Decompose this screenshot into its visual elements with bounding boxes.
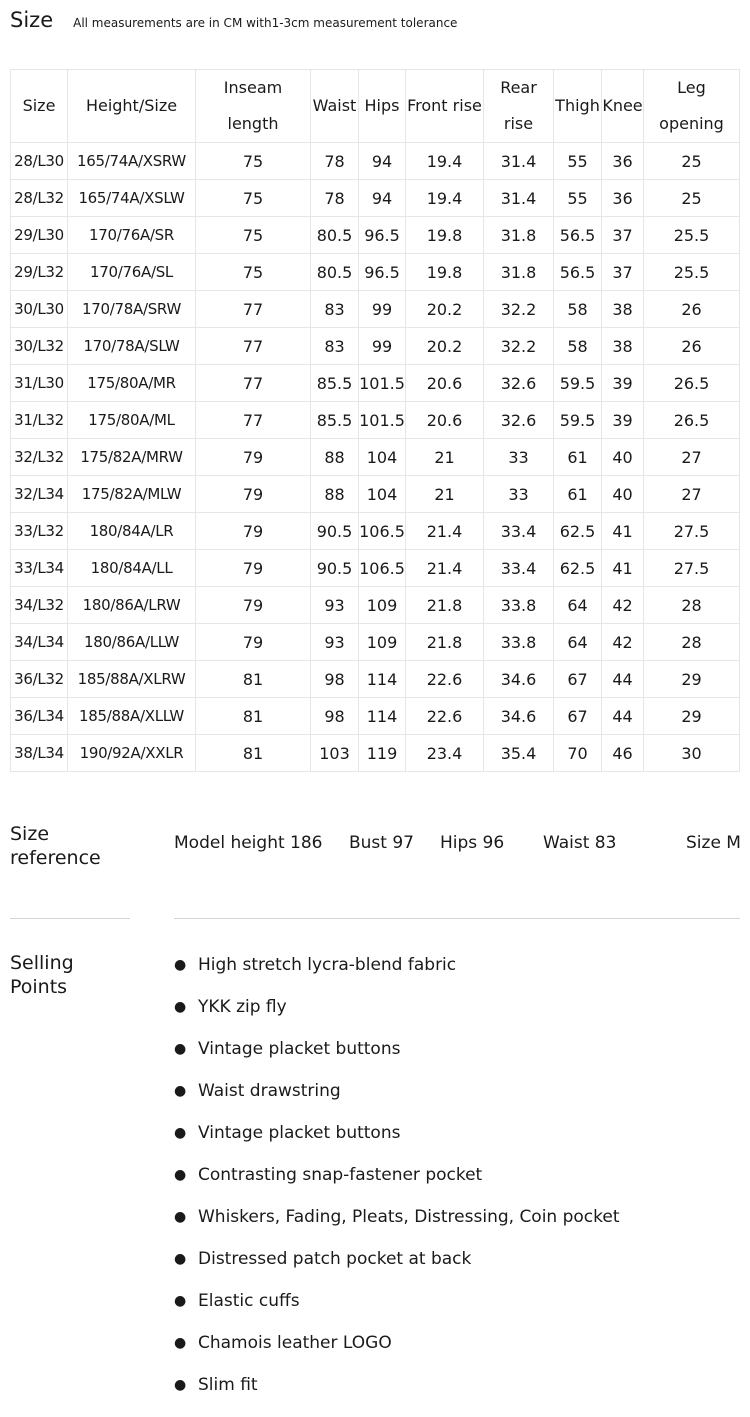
table-cell: 75 — [196, 143, 311, 180]
table-header-row — [11, 70, 740, 143]
table-cell: 33.8 — [484, 587, 554, 624]
table-cell: 27.5 — [644, 513, 740, 550]
table-row — [11, 550, 740, 587]
table-cell: 80.5 — [311, 217, 359, 254]
waist-value: Waist 83 — [543, 833, 617, 853]
table-cell: 32.6 — [484, 402, 554, 439]
list-item — [174, 995, 620, 1037]
table-cell: 114 — [359, 698, 406, 735]
selling-point-text: Chamois leather LOGO — [198, 1333, 392, 1353]
table-cell: 42 — [602, 624, 644, 661]
size-header — [10, 8, 457, 40]
table-cell: 37 — [602, 254, 644, 291]
table-cell: 175/80A/MR — [68, 365, 196, 402]
table-cell: 170/76A/SL — [68, 254, 196, 291]
table-cell: 36 — [602, 180, 644, 217]
list-item — [174, 1079, 620, 1121]
table-row — [11, 365, 740, 402]
table-cell: 25 — [644, 180, 740, 217]
table-cell: 32.6 — [484, 365, 554, 402]
table-cell: 90.5 — [311, 513, 359, 550]
table-cell: 106.5 — [359, 550, 406, 587]
table-cell: 36/L34 — [11, 698, 68, 735]
table-cell: 27.5 — [644, 550, 740, 587]
table-cell: 31/L30 — [11, 365, 68, 402]
table-cell: 88 — [311, 476, 359, 513]
table-row — [11, 587, 740, 624]
selling-point-text: Waist drawstring — [198, 1081, 341, 1101]
list-item — [174, 1163, 620, 1205]
table-cell: 67 — [554, 661, 602, 698]
table-cell: 109 — [359, 587, 406, 624]
table-cell: 31/L32 — [11, 402, 68, 439]
table-cell: 58 — [554, 328, 602, 365]
table-cell: 98 — [311, 661, 359, 698]
table-cell: 175/80A/ML — [68, 402, 196, 439]
table-cell: 22.6 — [406, 661, 484, 698]
column-header: Rear rise — [484, 70, 554, 143]
model-size-value: Size M — [686, 833, 741, 853]
table-cell: 175/82A/MRW — [68, 439, 196, 476]
table-cell: 44 — [602, 661, 644, 698]
table-cell: 25.5 — [644, 254, 740, 291]
table-cell: 64 — [554, 624, 602, 661]
table-cell: 94 — [359, 180, 406, 217]
bullet-icon: ● — [174, 999, 187, 1015]
table-row — [11, 328, 740, 365]
table-cell: 109 — [359, 624, 406, 661]
table-row — [11, 180, 740, 217]
table-cell: 19.8 — [406, 254, 484, 291]
table-cell: 20.6 — [406, 402, 484, 439]
table-cell: 32/L34 — [11, 476, 68, 513]
table-cell: 31.4 — [484, 143, 554, 180]
table-cell: 77 — [196, 328, 311, 365]
table-cell: 80.5 — [311, 254, 359, 291]
list-item — [174, 1289, 620, 1331]
table-cell: 103 — [311, 735, 359, 772]
column-header: Inseam length — [196, 70, 311, 143]
bust-value: Bust 97 — [349, 833, 414, 853]
table-row — [11, 254, 740, 291]
table-cell: 170/78A/SLW — [68, 328, 196, 365]
table-cell: 20.6 — [406, 365, 484, 402]
table-cell: 29/L32 — [11, 254, 68, 291]
bullet-icon: ● — [174, 1293, 187, 1309]
table-cell: 21.4 — [406, 513, 484, 550]
selling-point-text: High stretch lycra-blend fabric — [198, 955, 457, 975]
table-cell: 99 — [359, 328, 406, 365]
table-cell: 39 — [602, 365, 644, 402]
table-cell: 34/L34 — [11, 624, 68, 661]
table-cell: 81 — [196, 661, 311, 698]
table-cell: 23.4 — [406, 735, 484, 772]
table-cell: 81 — [196, 698, 311, 735]
table-cell: 58 — [554, 291, 602, 328]
table-cell: 19.4 — [406, 143, 484, 180]
divider-right — [174, 918, 740, 919]
table-cell: 19.8 — [406, 217, 484, 254]
bullet-icon: ● — [174, 1209, 187, 1225]
table-cell: 20.2 — [406, 291, 484, 328]
table-cell: 21 — [406, 476, 484, 513]
table-cell: 34.6 — [484, 661, 554, 698]
table-cell: 32.2 — [484, 291, 554, 328]
table-cell: 26.5 — [644, 402, 740, 439]
selling-point-text: Elastic cuffs — [198, 1291, 300, 1311]
table-cell: 93 — [311, 624, 359, 661]
table-row — [11, 476, 740, 513]
list-item — [174, 1373, 620, 1415]
table-cell: 34/L32 — [11, 587, 68, 624]
selling-point-text: Slim fit — [198, 1375, 258, 1395]
table-cell: 59.5 — [554, 402, 602, 439]
list-item — [174, 953, 620, 995]
table-cell: 33.8 — [484, 624, 554, 661]
table-cell: 180/86A/LRW — [68, 587, 196, 624]
table-row — [11, 698, 740, 735]
table-cell: 29/L30 — [11, 217, 68, 254]
column-header: Waist — [311, 70, 359, 143]
table-cell: 119 — [359, 735, 406, 772]
table-cell: 20.2 — [406, 328, 484, 365]
table-cell: 40 — [602, 476, 644, 513]
table-cell: 56.5 — [554, 254, 602, 291]
list-item — [174, 1247, 620, 1289]
table-cell: 19.4 — [406, 180, 484, 217]
table-cell: 98 — [311, 698, 359, 735]
table-cell: 36 — [602, 143, 644, 180]
table-cell: 34.6 — [484, 698, 554, 735]
selling-point-text: Whiskers, Fading, Pleats, Distressing, Coin pocket — [198, 1207, 620, 1227]
table-cell: 185/88A/XLRW — [68, 661, 196, 698]
table-cell: 44 — [602, 698, 644, 735]
bullet-icon: ● — [174, 1083, 187, 1099]
table-cell: 101.5 — [359, 365, 406, 402]
table-cell: 31.8 — [484, 254, 554, 291]
table-cell: 21.8 — [406, 624, 484, 661]
bullet-icon: ● — [174, 1041, 187, 1057]
table-cell: 77 — [196, 402, 311, 439]
table-cell: 77 — [196, 365, 311, 402]
selling-point-text: Vintage placket buttons — [198, 1123, 401, 1143]
table-cell: 170/76A/SR — [68, 217, 196, 254]
table-cell: 165/74A/XSLW — [68, 180, 196, 217]
table-cell: 28/L32 — [11, 180, 68, 217]
table-cell: 81 — [196, 735, 311, 772]
table-cell: 165/74A/XSRW — [68, 143, 196, 180]
table-cell: 27 — [644, 476, 740, 513]
table-cell: 90.5 — [311, 550, 359, 587]
table-cell: 79 — [196, 476, 311, 513]
table-cell: 35.4 — [484, 735, 554, 772]
table-row — [11, 402, 740, 439]
table-cell: 83 — [311, 328, 359, 365]
table-cell: 31.4 — [484, 180, 554, 217]
column-header: Thigh — [554, 70, 602, 143]
list-item — [174, 1121, 620, 1163]
table-cell: 101.5 — [359, 402, 406, 439]
table-cell: 77 — [196, 291, 311, 328]
table-cell: 70 — [554, 735, 602, 772]
table-cell: 85.5 — [311, 365, 359, 402]
hips-value: Hips 96 — [440, 833, 505, 853]
table-cell: 29 — [644, 698, 740, 735]
table-cell: 175/82A/MLW — [68, 476, 196, 513]
table-cell: 104 — [359, 439, 406, 476]
table-cell: 32/L32 — [11, 439, 68, 476]
divider-left — [10, 918, 130, 919]
table-cell: 33 — [484, 439, 554, 476]
table-cell: 75 — [196, 254, 311, 291]
table-cell: 42 — [602, 587, 644, 624]
table-cell: 79 — [196, 550, 311, 587]
table-cell: 38 — [602, 328, 644, 365]
table-cell: 88 — [311, 439, 359, 476]
table-cell: 180/84A/LR — [68, 513, 196, 550]
table-cell: 59.5 — [554, 365, 602, 402]
table-cell: 180/86A/LLW — [68, 624, 196, 661]
table-cell: 96.5 — [359, 217, 406, 254]
table-cell: 46 — [602, 735, 644, 772]
table-cell: 99 — [359, 291, 406, 328]
bullet-icon: ● — [174, 1251, 187, 1267]
table-cell: 96.5 — [359, 254, 406, 291]
table-cell: 33 — [484, 476, 554, 513]
table-row — [11, 439, 740, 476]
table-cell: 106.5 — [359, 513, 406, 550]
table-cell: 83 — [311, 291, 359, 328]
list-item — [174, 1205, 620, 1247]
table-cell: 38/L34 — [11, 735, 68, 772]
table-row — [11, 624, 740, 661]
table-cell: 33/L34 — [11, 550, 68, 587]
bullet-icon: ● — [174, 1377, 187, 1393]
table-cell: 21.4 — [406, 550, 484, 587]
table-cell: 41 — [602, 550, 644, 587]
list-item — [174, 1037, 620, 1079]
table-cell: 39 — [602, 402, 644, 439]
table-cell: 33/L32 — [11, 513, 68, 550]
table-cell: 28 — [644, 624, 740, 661]
table-cell: 31.8 — [484, 217, 554, 254]
bullet-icon: ● — [174, 1335, 187, 1351]
table-row — [11, 513, 740, 550]
table-cell: 21.8 — [406, 587, 484, 624]
bullet-icon: ● — [174, 957, 187, 973]
table-cell: 28 — [644, 587, 740, 624]
table-cell: 64 — [554, 587, 602, 624]
table-cell: 25 — [644, 143, 740, 180]
model-height-value: Model height 186 — [174, 833, 323, 853]
table-cell: 22.6 — [406, 698, 484, 735]
tolerance-note: All measurements are in CM with1-3cm measurement tolerance — [73, 16, 458, 30]
page-title: Size — [10, 8, 54, 32]
table-cell: 41 — [602, 513, 644, 550]
table-cell: 185/88A/XLLW — [68, 698, 196, 735]
selling-points-label: Selling Points — [10, 952, 74, 998]
selling-point-text: Vintage placket buttons — [198, 1039, 401, 1059]
selling-point-text: YKK zip fly — [198, 997, 287, 1017]
table-cell: 27 — [644, 439, 740, 476]
table-cell: 37 — [602, 217, 644, 254]
table-cell: 78 — [311, 143, 359, 180]
table-body — [11, 143, 740, 772]
table-cell: 26 — [644, 291, 740, 328]
table-row — [11, 291, 740, 328]
column-header: Leg opening — [644, 70, 740, 143]
table-cell: 29 — [644, 661, 740, 698]
table-cell: 55 — [554, 180, 602, 217]
table-cell: 79 — [196, 439, 311, 476]
table-cell: 33.4 — [484, 513, 554, 550]
table-row — [11, 143, 740, 180]
table-cell: 62.5 — [554, 550, 602, 587]
table-cell: 75 — [196, 217, 311, 254]
table-cell: 56.5 — [554, 217, 602, 254]
table-row — [11, 661, 740, 698]
table-cell: 78 — [311, 180, 359, 217]
selling-point-text: Contrasting snap-fastener pocket — [198, 1165, 483, 1185]
table-cell: 67 — [554, 698, 602, 735]
column-header: Front rise — [406, 70, 484, 143]
table-cell: 28/L30 — [11, 143, 68, 180]
bullet-icon: ● — [174, 1167, 187, 1183]
size-reference-label: Size reference — [10, 823, 101, 869]
column-header: Size — [11, 70, 68, 143]
table-cell: 40 — [602, 439, 644, 476]
table-cell: 25.5 — [644, 217, 740, 254]
table-cell: 85.5 — [311, 402, 359, 439]
table-cell: 26.5 — [644, 365, 740, 402]
size-chart-table — [10, 69, 740, 772]
bullet-icon: ● — [174, 1125, 187, 1141]
table-row — [11, 217, 740, 254]
table-cell: 26 — [644, 328, 740, 365]
table-cell: 170/78A/SRW — [68, 291, 196, 328]
selling-point-text: Distressed patch pocket at back — [198, 1249, 472, 1269]
table-cell: 30 — [644, 735, 740, 772]
table-cell: 61 — [554, 439, 602, 476]
table-cell: 94 — [359, 143, 406, 180]
table-cell: 180/84A/LL — [68, 550, 196, 587]
column-header: Height/Size — [68, 70, 196, 143]
table-cell: 30/L30 — [11, 291, 68, 328]
table-cell: 33.4 — [484, 550, 554, 587]
table-cell: 190/92A/XXLR — [68, 735, 196, 772]
table-cell: 104 — [359, 476, 406, 513]
list-item — [174, 1331, 620, 1373]
table-cell: 62.5 — [554, 513, 602, 550]
table-row — [11, 735, 740, 772]
column-header: Hips — [359, 70, 406, 143]
table-cell: 21 — [406, 439, 484, 476]
table-cell: 75 — [196, 180, 311, 217]
table-cell: 32.2 — [484, 328, 554, 365]
table-cell: 93 — [311, 587, 359, 624]
table-cell: 55 — [554, 143, 602, 180]
table-cell: 114 — [359, 661, 406, 698]
selling-points-list — [174, 953, 620, 1415]
table-cell: 38 — [602, 291, 644, 328]
table-cell: 79 — [196, 587, 311, 624]
table-cell: 79 — [196, 513, 311, 550]
column-header: Knee — [602, 70, 644, 143]
table-cell: 36/L32 — [11, 661, 68, 698]
table-cell: 61 — [554, 476, 602, 513]
table-cell: 30/L32 — [11, 328, 68, 365]
table-cell: 79 — [196, 624, 311, 661]
